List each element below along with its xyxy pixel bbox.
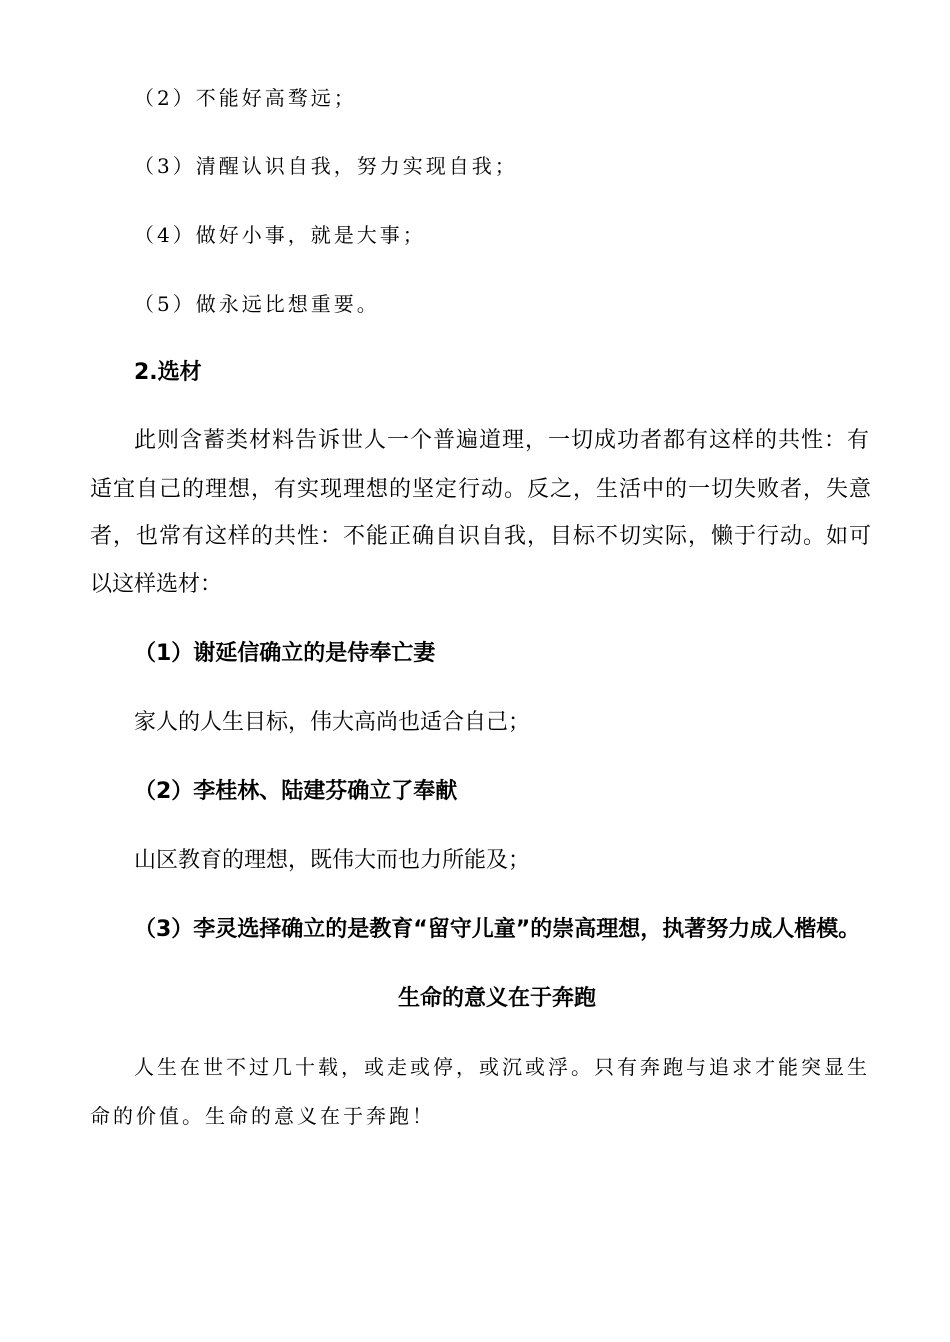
- material-heading: （1）谢延信确立的是侍奉亡妻: [134, 641, 436, 666]
- list-item: （3）清醒认识自我，努力实现自我；: [134, 154, 518, 178]
- material-heading: （3）李灵选择确立的是教育“留守儿童”的崇高理想，执著努力成人楷模。: [134, 917, 861, 942]
- list-item: （2）不能好高骛远；: [134, 86, 357, 110]
- essay-line: 人生在世不过几十载，或走或停，或沉或浮。只有奔跑与追求才能突显生: [134, 1055, 870, 1079]
- paragraph-line: 者，也常有这样的共性：不能正确自识自我，目标不切实际，懒于行动。如可: [90, 524, 873, 549]
- paragraph-line: 以这样选材：: [90, 572, 223, 597]
- section-heading: 2.选材: [134, 360, 202, 385]
- paragraph-line: 此则含蓄类材料告诉世人一个普遍道理，一切成功者都有这样的共性：有: [134, 428, 871, 453]
- essay-line: 命的价值。生命的意义在于奔跑！: [90, 1104, 435, 1128]
- list-item: （5）做永远比想重要。: [134, 292, 380, 316]
- paragraph-line: 适宜自己的理想，有实现理想的坚定行动。反之，生活中的一切失败者，失意: [90, 477, 873, 502]
- material-heading: （2）李桂林、陆建芬确立了奉献: [134, 779, 458, 804]
- essay-title: 生命的意义在于奔跑: [398, 986, 597, 1011]
- list-item: （4）做好小事，就是大事；: [134, 223, 426, 247]
- material-body: 山区教育的理想，既伟大而也力所能及；: [134, 848, 531, 873]
- material-body: 家人的人生目标，伟大高尚也适合自己；: [134, 710, 531, 735]
